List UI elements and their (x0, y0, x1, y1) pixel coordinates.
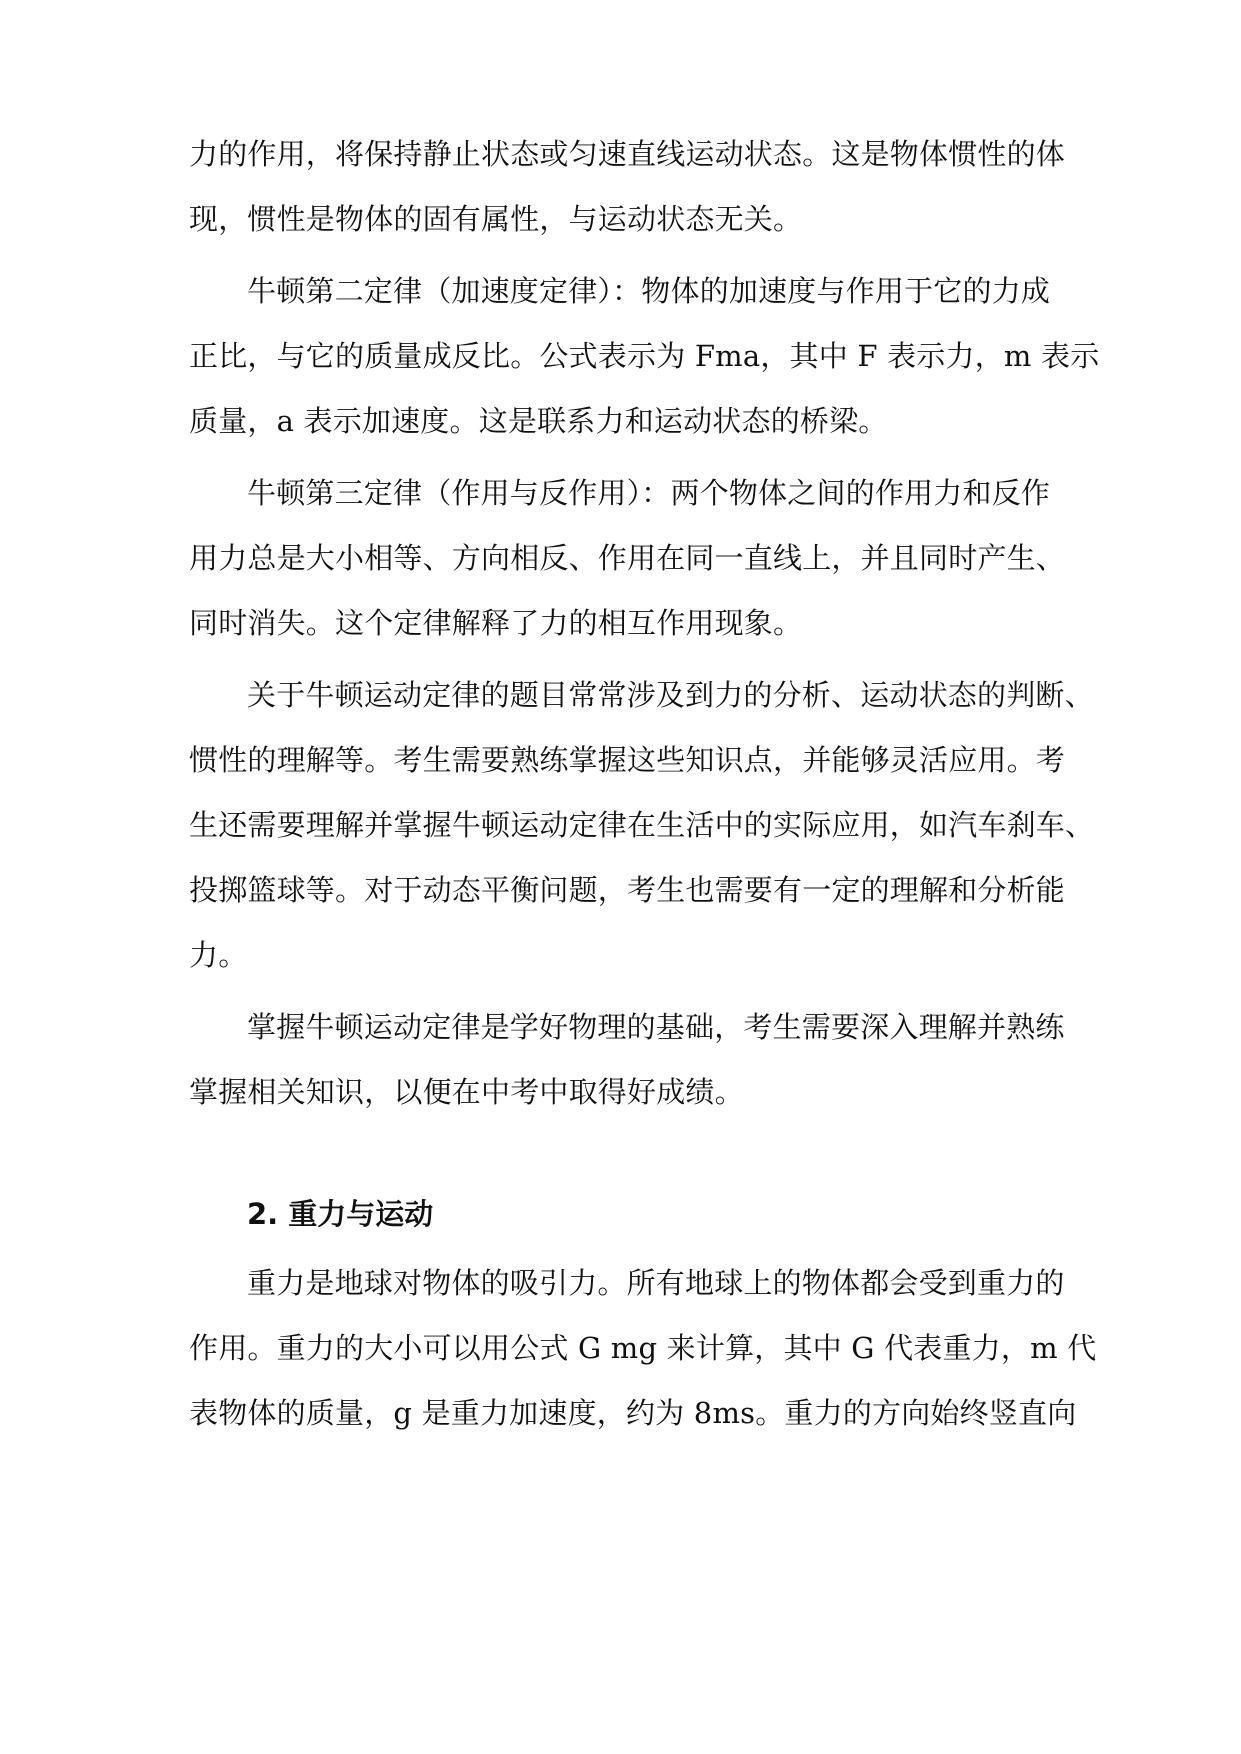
paragraph-line: 质量，a 表示加速度。这是联系力和运动状态的桥梁。 (189, 404, 888, 438)
paragraph-line: 重力是地球对物体的吸引力。所有地球上的物体都会受到重力的 (247, 1266, 1065, 1300)
paragraph-line: 投掷篮球等。对于动态平衡问题，考生也需要有一定的理解和分析能 (189, 873, 1066, 907)
paragraph-line: 用力总是大小相等、方向相反、作用在同一直线上，并且同时产生、 (189, 541, 1066, 575)
paragraph-line: 力的作用，将保持静止状态或匀速直线运动状态。这是物体惯性的体 (189, 137, 1066, 171)
paragraph-line: 掌握相关知识，以便在中考中取得好成绩。 (189, 1075, 744, 1109)
paragraph-line: 力。 (189, 938, 248, 972)
paragraph-line: 表物体的质量，g 是重力加速度，约为 8ms。重力的方向始终竖直向 (189, 1396, 1077, 1430)
section-heading: 2. 重力与运动 (247, 1197, 434, 1231)
paragraph-line: 牛顿第二定律（加速度定律）：物体的加速度与作用于它的力成 (247, 274, 1051, 308)
paragraph-line: 生还需要理解并掌握牛顿运动定律在生活中的实际应用，如汽车刹车、 (189, 808, 1095, 842)
paragraph-line: 同时消失。这个定律解释了力的相互作用现象。 (189, 606, 803, 640)
paragraph-line: 关于牛顿运动定律的题目常常涉及到力的分析、运动状态的判断、 (247, 678, 1094, 712)
paragraph-line: 作用。重力的大小可以用公式 G mg 来计算，其中 G 代表重力，m 代 (189, 1331, 1097, 1365)
paragraph-line: 正比，与它的质量成反比。公式表示为 Fma，其中 F 表示力，m 表示 (189, 339, 1100, 373)
paragraph-line: 惯性的理解等。考生需要熟练掌握这些知识点，并能够灵活应用。考 (189, 743, 1066, 777)
paragraph-line: 现，惯性是物体的固有属性，与运动状态无关。 (189, 202, 803, 236)
paragraph-line: 牛顿第三定律（作用与反作用）：两个物体之间的作用力和反作 (247, 476, 1051, 510)
paragraph-line: 掌握牛顿运动定律是学好物理的基础，考生需要深入理解并熟练 (247, 1010, 1065, 1044)
